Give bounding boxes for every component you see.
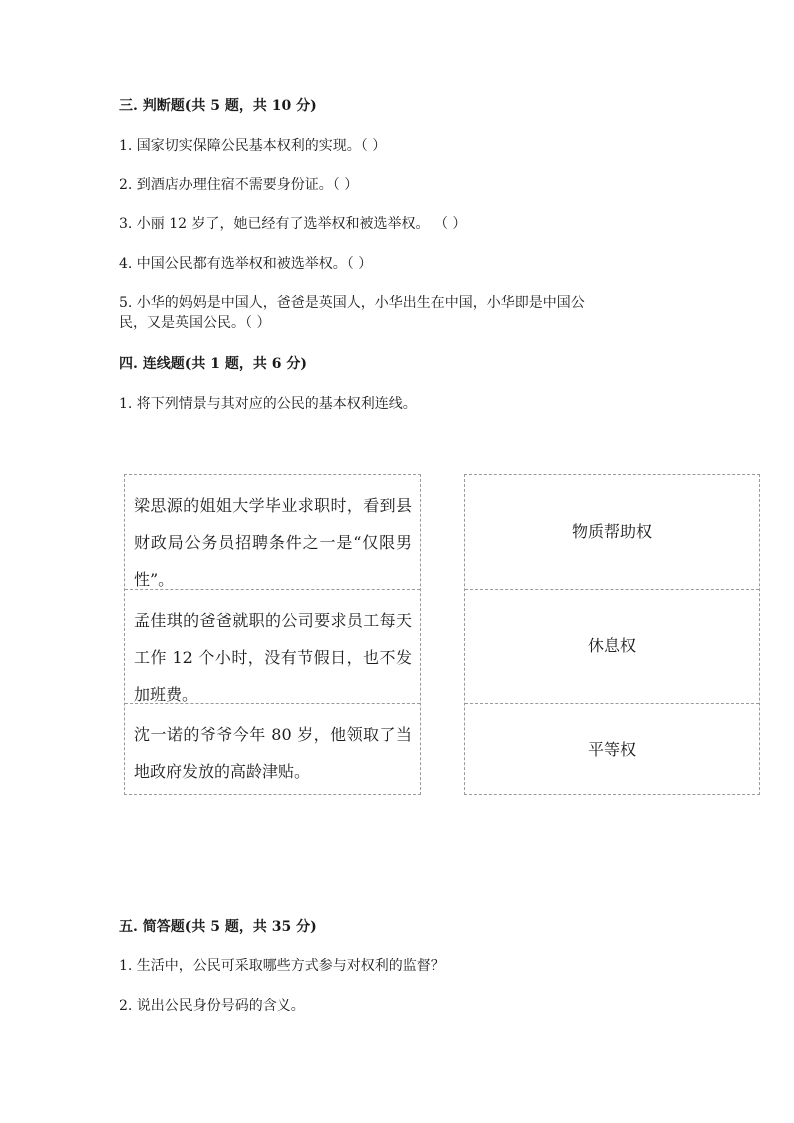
scene-text-1: 梁思源的姐姐大学毕业求职时，看到县财政局公务员招聘条件之一是“仅限男性”。 (134, 496, 412, 589)
rights-cell-3 (465, 704, 759, 796)
section3-heading: 三. 判断题(共 5 题，共 10 分) (119, 98, 317, 114)
right-label-3: 平等权 (587, 740, 636, 759)
scene-text-3: 沈一诺的爷爷今年 80 岁，他领取了当地政府发放的高龄津贴。 (134, 725, 412, 781)
question-3-4: 4. 中国公民都有选举权和被选举权。（ ） (119, 256, 373, 272)
question-3-2: 2. 到酒店办理住宿不需要身份证。（ ） (119, 177, 359, 193)
scene-cell-2 (125, 590, 420, 704)
question-3-5-line1: 5. 小华的妈妈是中国人，爸爸是英国人，小华出生在中国，小华即是中国公 (119, 295, 585, 311)
right-label-2: 休息权 (587, 636, 636, 655)
question-3-3: 3. 小丽 12 岁了，她已经有了选举权和被选举权。 （ ） (119, 216, 467, 232)
question-4-1: 1. 将下列情景与其对应的公民的基本权利连线。 (119, 396, 417, 412)
section4-heading: 四. 连线题(共 1 题，共 6 分) (119, 356, 307, 372)
section5-heading: 五. 简答题(共 5 题，共 35 分) (119, 919, 317, 935)
rights-cell-2 (465, 590, 759, 704)
right-label-1: 物质帮助权 (571, 522, 652, 541)
rights-table (464, 474, 760, 795)
scene-cell-3 (125, 704, 420, 796)
question-3-1: 1. 国家切实保障公民基本权利的实现。（ ） (119, 138, 387, 154)
scene-cell-1 (125, 475, 420, 590)
question-5-1: 1. 生活中，公民可采取哪些方式参与对权利的监督？ (119, 958, 445, 974)
question-5-2: 2. 说出公民身份号码的含义。 (119, 998, 305, 1014)
scene-table (124, 474, 421, 795)
question-3-5-line2: 民，又是英国公民。（ ） (119, 315, 271, 331)
scene-text-2: 孟佳琪的爸爸就职的公司要求员工每天工作 12 个小时，没有节假日，也不发加班费。 (134, 611, 412, 704)
rights-cell-1 (465, 475, 759, 590)
